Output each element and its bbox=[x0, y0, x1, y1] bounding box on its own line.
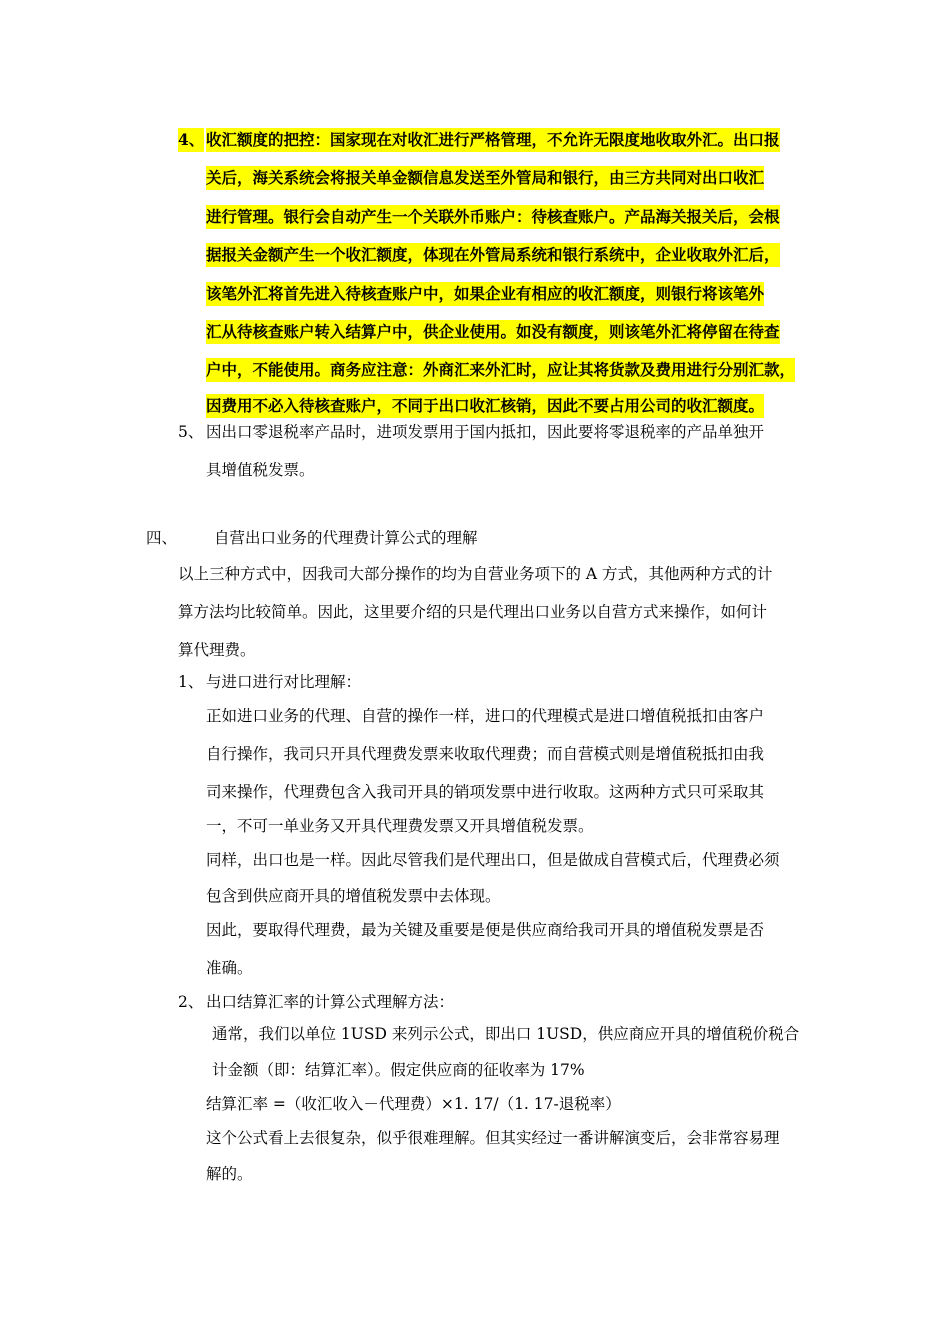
sub-2-para2-line-1: 这个公式看上去很复杂，似乎很难理解。但其实经过一番讲解演变后，会非常容易理 bbox=[206, 1129, 780, 1147]
sub-2-para1-line-2: 计金额（即：结算汇率）。假定供应商的征收率为 17% bbox=[212, 1061, 585, 1079]
section-4-intro-line-3: 算代理费。 bbox=[178, 641, 256, 659]
item-4-line-2: 关后，海关系统会将报关单金额信息发送至外管局和银行，由三方共同对出口收汇 bbox=[206, 166, 764, 190]
sub-1-para2-line-1: 同样，出口也是一样。因此尽管我们是代理出口，但是做成自营模式后，代理费必须 bbox=[206, 851, 780, 869]
section-4-intro-line-2: 算方法均比较简单。因此，这里要介绍的只是代理出口业务以自营方式来操作，如何计 bbox=[178, 603, 768, 621]
sub-1-para1-line-4: 一，不可一单业务又开具代理费发票又开具增值税发票。 bbox=[206, 817, 594, 835]
sub-2-formula: 结算汇率 =（收汇收入－代理费）×1. 17/（1. 17-退税率） bbox=[206, 1095, 621, 1113]
sub-1-para2-line-2: 包含到供应商开具的增值税发票中去体现。 bbox=[206, 887, 501, 905]
item-4-line-6: 汇从待核查账户转入结算户中，供企业使用。如没有额度，则该笔外汇将停留在待查 bbox=[206, 320, 780, 344]
sub-2-title: 出口结算汇率的计算公式理解方法： bbox=[206, 993, 455, 1011]
section-4-intro-line-1: 以上三种方式中，因我司大部分操作的均为自营业务项下的 A 方式，其他两种方式的计 bbox=[178, 565, 773, 583]
sub-1-para1-line-3: 司来操作，代理费包含入我司开具的销项发票中进行收取。这两种方式只可采取其 bbox=[206, 783, 765, 801]
item-4-line-8: 因费用不必入待核查账户，不同于出口收汇核销，因此不要占用公司的收汇额度。 bbox=[206, 394, 764, 418]
sub-1-para1-line-1: 正如进口业务的代理、自营的操作一样，进口的代理模式是进口增值税抵扣由客户 bbox=[206, 707, 765, 725]
sub-1-title: 与进口进行对比理解： bbox=[206, 673, 362, 691]
item-4-line-4: 据报关金额产生一个收汇额度，体现在外管局系统和银行系统中，企业收取外汇后， bbox=[206, 243, 780, 267]
sub-1-number: 1、 bbox=[178, 673, 204, 691]
item-5-line-1: 因出口零退税率产品时，进项发票用于国内抵扣，因此要将零退税率的产品单独开 bbox=[206, 423, 765, 441]
sub-2-number: 2、 bbox=[178, 993, 204, 1011]
sub-1-para3-line-2: 准确。 bbox=[206, 959, 253, 977]
section-4-title: 自营出口业务的代理费计算公式的理解 bbox=[214, 529, 478, 547]
section-4-number: 四、 bbox=[146, 529, 178, 547]
item-4-line-5: 该笔外汇将首先进入待核查账户中，如果企业有相应的收汇额度，则银行将该笔外 bbox=[206, 282, 764, 306]
sub-2-para2-line-2: 解的。 bbox=[206, 1165, 253, 1183]
item-4-number: 4、 bbox=[178, 128, 204, 152]
sub-2-para1-line-1: 通常，我们以单位 1USD 来列示公式，即出口 1USD，供应商应开具的增值税价税合 bbox=[212, 1025, 800, 1043]
item-4-line-3: 进行管理。银行会自动产生一个关联外币账户：待核查账户。产品海关报关后，会根 bbox=[206, 205, 780, 229]
item-5-number: 5、 bbox=[178, 423, 204, 441]
item-5-line-2: 具增值税发票。 bbox=[206, 461, 315, 479]
sub-1-para3-line-1: 因此，要取得代理费，最为关键及重要是便是供应商给我司开具的增值税发票是否 bbox=[206, 921, 765, 939]
sub-1-para1-line-2: 自行操作，我司只开具代理费发票来收取代理费；而自营模式则是增值税抵扣由我 bbox=[206, 745, 765, 763]
item-4-line-7: 户中，不能使用。商务应注意：外商汇来外汇时，应让其将货款及费用进行分别汇款， bbox=[206, 358, 795, 382]
item-4-line-1: 收汇额度的把控：国家现在对收汇进行严格管理，不允许无限度地收取外汇。出口报 bbox=[206, 128, 780, 152]
